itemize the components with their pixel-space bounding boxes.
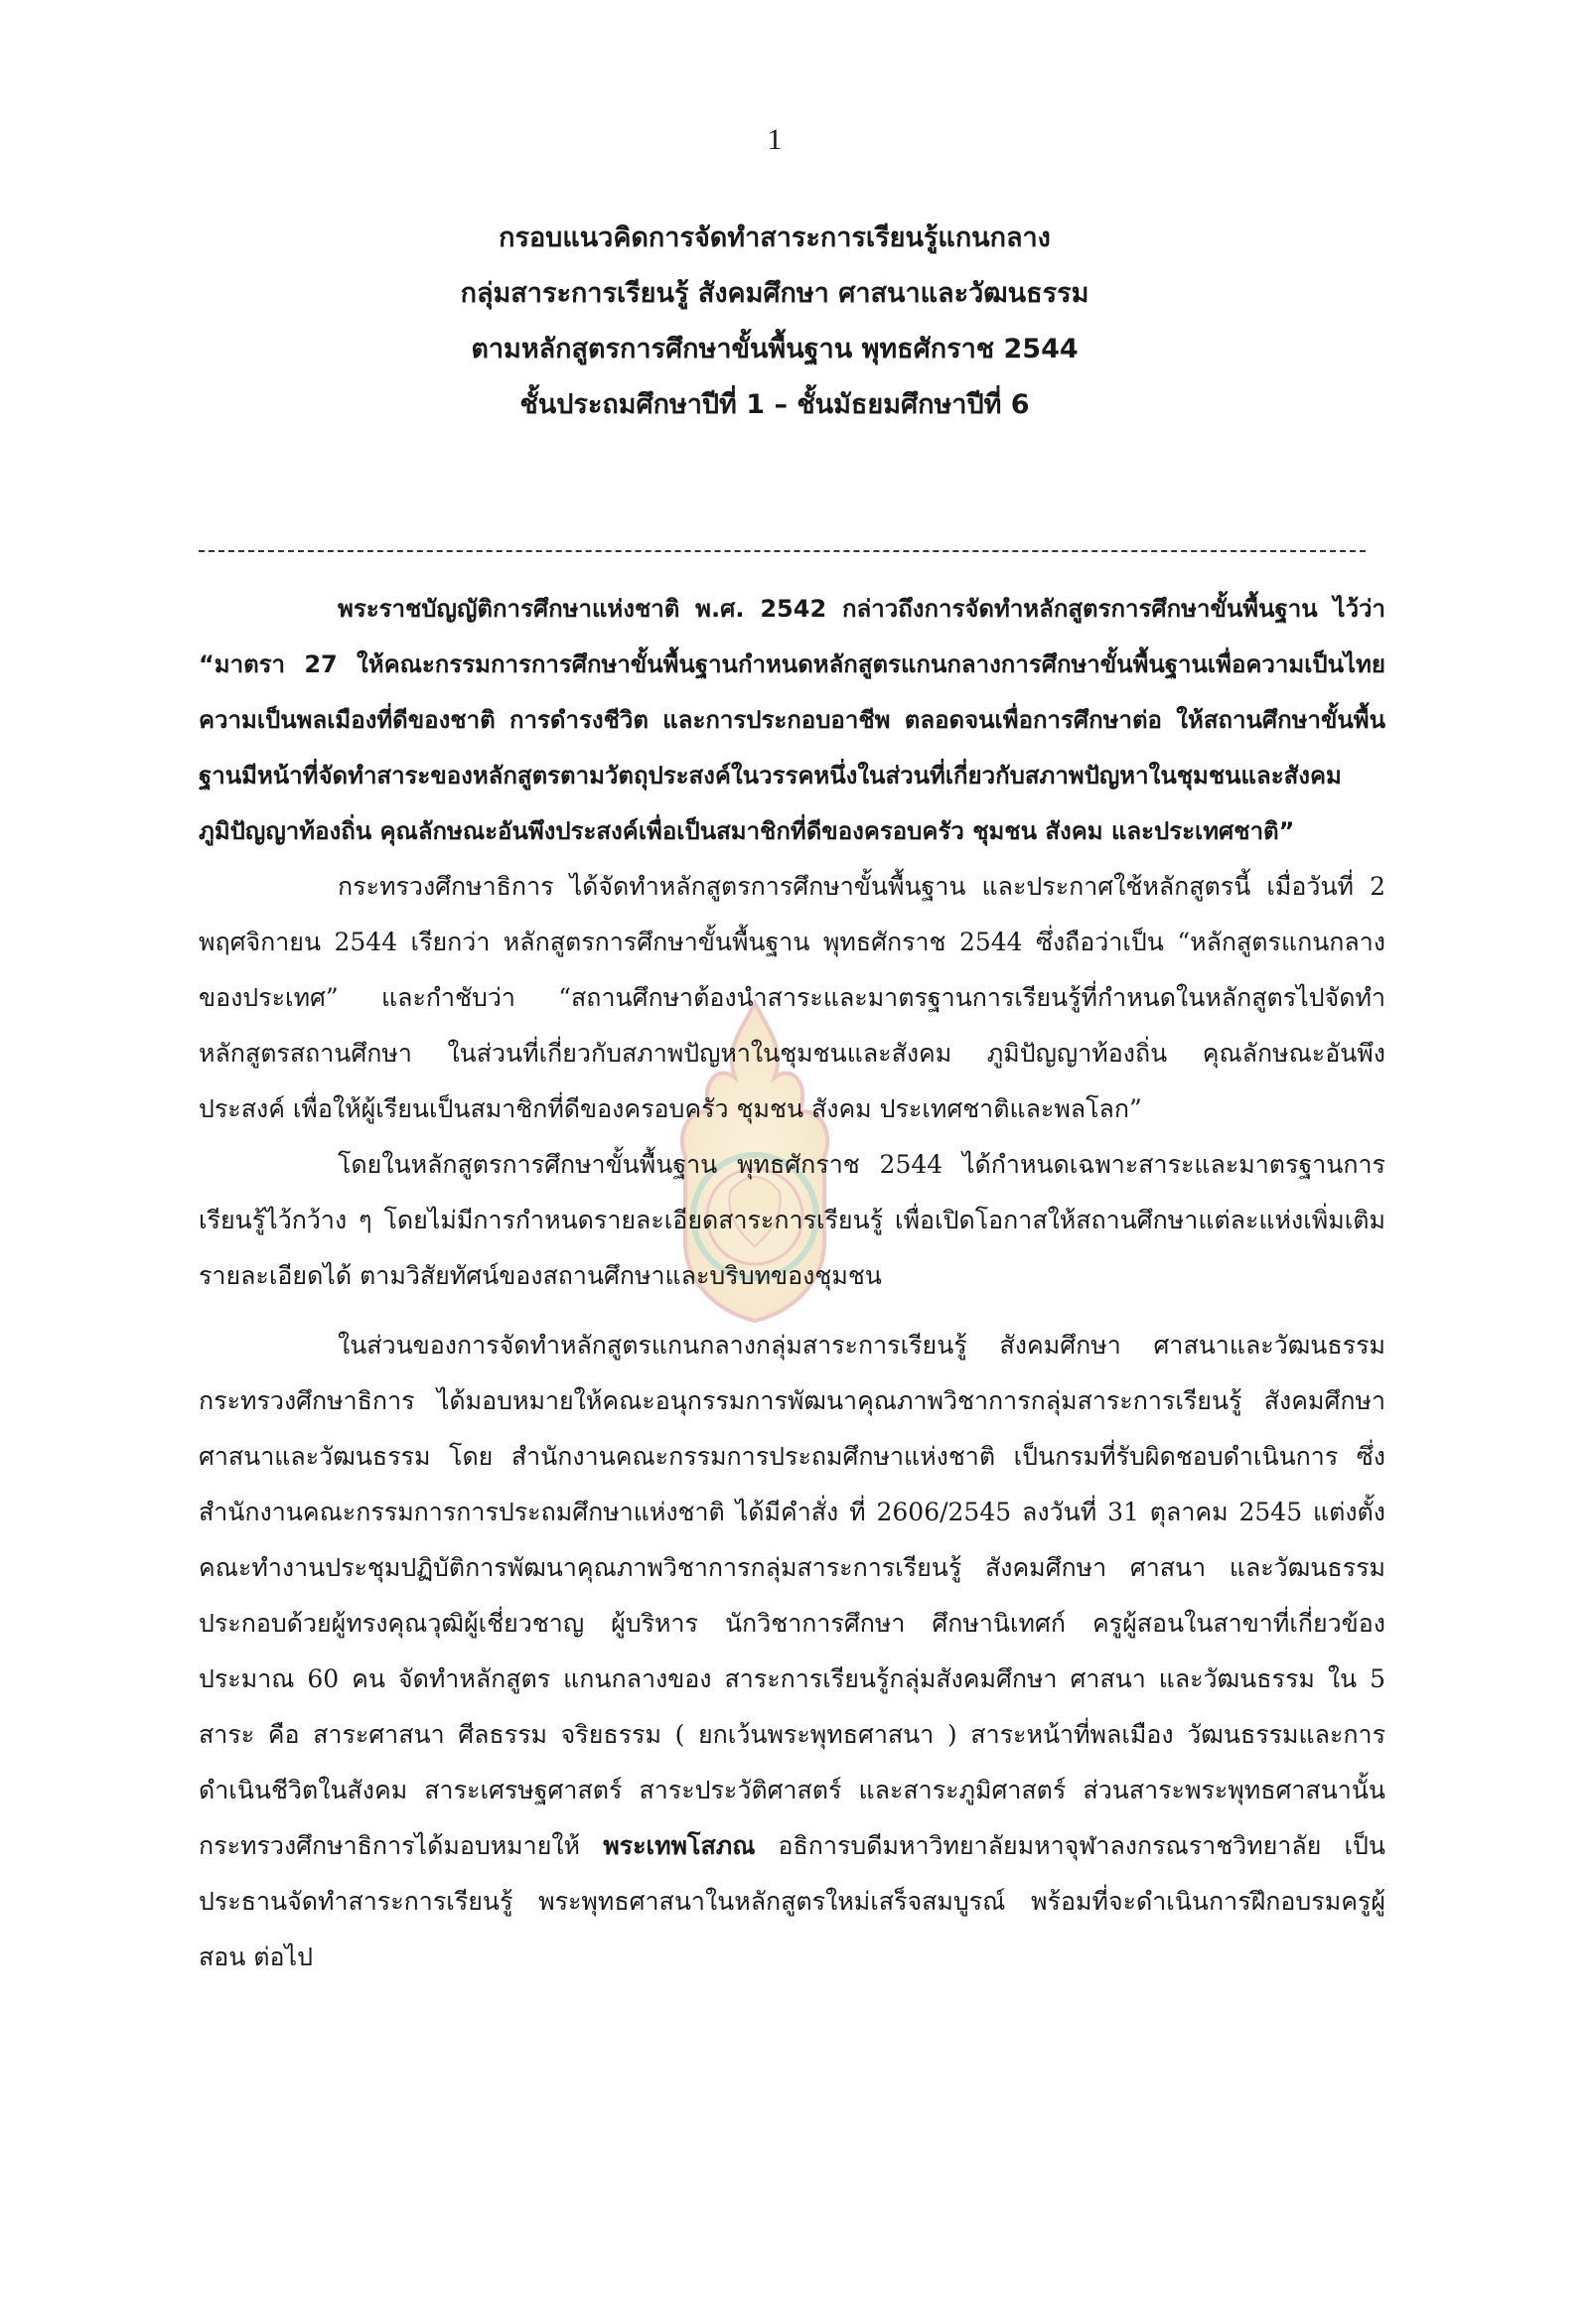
person-name: พระเทพโสภณ (603, 1831, 756, 1860)
paragraph-curriculum: กระทรวงศึกษาธิการ ได้จัดทำหลักสูตรการศึกษาขั้นพื้นฐาน และประกาศใช้หลักสูตรนี้ เมื่อวันที่ 2 พฤศจิกายน 2544 เรียกว่า หลักสูตรการศึกษาขั้นพื้นฐาน พุทธศักราช 2544 ซึ่งถือว่าเป็น “หลักสูตรแกนกลางของประเทศ” และกำชับว่า “สถานศึกษาต้องนำสาระและมาตรฐานการเรียนรู้ที่กำหนดในหลักสูตรไปจัดทำหลักสูตรสถานศึกษา ในส่วนที่เกี่ยวกับสภาพปัญหาในชุมชนและสังคม ภูมิปัญญาท้องถิ่น คุณลักษณะอันพึงประสงค์ เพื่อให้ผู้เรียนเป็นสมาชิกที่ดีของครอบครัว ชุมชน สังคม ประเทศชาติและพลโลก” (199, 872, 1385, 1123)
paragraph-committee-text: ในส่วนของการจัดทำหลักสูตรแกนกลางกลุ่มสาระการเรียนรู้ สังคมศึกษา ศาสนาและวัฒนธรรม กระทรวงศึกษาธิการ ได้มอบหมายให้คณะอนุกรรมการพัฒนาคุณภาพวิชาการกลุ่มสาระการเรียนรู้ สังคมศึกษา ศาสนาและวัฒนธรรม โดย สำนักงานคณะกรรมการประถมศึกษาแห่งชาติ เป็นกรมที่รับผิดชอบดำเนินการ ซึ่งสำนักงานคณะกรรมการการประถมศึกษาแห่งชาติ ได้มีคำสั่ง ที่ 2606/2545 ลงวันที่ 31 ตุลาคม 2545 แต่งตั้งคณะทำงานประชุมปฏิบัติการพัฒนาคุณภาพวิชาการกลุ่มสาระการเรียนรู้ สังคมศึกษา ศาสนา และวัฒนธรรม ประกอบด้วยผู้ทรงคุณวุฒิผู้เชี่ยวชาญ ผู้บริหาร นักวิชาการศึกษา ศึกษานิเทศก์ ครูผู้สอนในสาขาที่เกี่ยวข้องประมาณ 60 คน จัดทำหลักสูตร แกนกลางของ สาระการเรียนรู้กลุ่มสังคมศึกษา ศาสนา และวัฒนธรรม ใน 5 สาระ คือ สาระศาสนา ศีลธรรม จริยธรรม ( ยกเว้นพระพุทธศาสนา ) สาระหน้าที่พลเมือง วัฒนธรรมและการดำเนินชีวิตในสังคม สาระเศรษฐศาสตร์ สาระประวัติศาสตร์ และสาระภูมิศาสตร์ ส่วนสาระพระพุทธศาสนานั้น กระทรวงศึกษาธิการได้มอบหมายให้ (199, 1331, 1385, 1860)
title-line-4: ชั้นประถมศึกษาปีที่ 1 – ชั้นมัธยมศึกษาปีที่ 6 (519, 389, 1030, 420)
title-line-1: กรอบแนวคิดการจัดทำสาระการเรียนรู้แกนกลาง (499, 222, 1051, 253)
dashed-divider (199, 550, 1366, 552)
paragraph-act-quote: พระราชบัญญัติการศึกษาแห่งชาติ พ.ศ. 2542 กล่าวถึงการจัดทำหลักสูตรการศึกษาขั้นพื้นฐาน ไว้ว่า “มาตรา 27 ให้คณะกรรมการการศึกษาขั้นพื้นฐานกำหนดหลักสูตรแกนกลางการศึกษาขั้นพื้นฐานเพื่อความเป็นไทย ความเป็นพลเมืองที่ดีของชาติ การดำรงชีวิต และการประกอบอาชีพ ตลอดจนเพื่อการศึกษาต่อ ให้สถานศึกษาขั้นพื้นฐานมีหน้าที่จัดทำสาระของหลักสูตรตามวัตถุประสงค์ในวรรคหนึ่งในส่วนที่เกี่ยวกับสภาพปัญหาในชุมชนและสังคม ภูมิปัญญาท้องถิ่น คุณลักษณะอันพึงประสงค์เพื่อเป็นสมาชิกที่ดีของครอบครัว ชุมชน สังคม และประเทศชาติ” (199, 595, 1385, 845)
paragraph-committee (199, 1318, 1385, 1985)
page-number: 1 (767, 123, 783, 156)
title-line-3: ตามหลักสูตรการศึกษาขั้นพื้นฐาน พุทธศักราช 2544 (471, 334, 1079, 364)
paragraph-committee-tail: อธิการบดีมหาวิทยาลัยมหาจุฬาลงกรณราชวิทยาลัย เป็นประธานจัดทำสาระการเรียนรู้ พระพุทธศาสนาในหลักสูตรใหม่เสร็จสมบูรณ์ พร้อมที่จะดำเนินการฝึกอบรมครูผู้สอน ต่อไป (199, 1831, 1385, 1971)
document-body (199, 581, 1385, 1985)
paragraph-standards: โดยในหลักสูตรการศึกษาขั้นพื้นฐาน พุทธศักราช 2544 ได้กำหนดเฉพาะสาระและมาตรฐานการเรียนรู้ไว้กว้าง ๆ โดยไม่มีการกำหนดรายละเอียดสาระการเรียนรู้ เพื่อเปิดโอกาสให้สถานศึกษาแต่ละแห่งเพิ่มเติมรายละเอียดได้ ตามวิสัยทัศน์ของสถานศึกษาและบริบทของชุมชน (199, 1150, 1385, 1290)
document-title (0, 211, 1549, 433)
title-line-2: กลุ่มสาระการเรียนรู้ สังคมศึกษา ศาสนาและวัฒนธรรม (460, 278, 1089, 309)
